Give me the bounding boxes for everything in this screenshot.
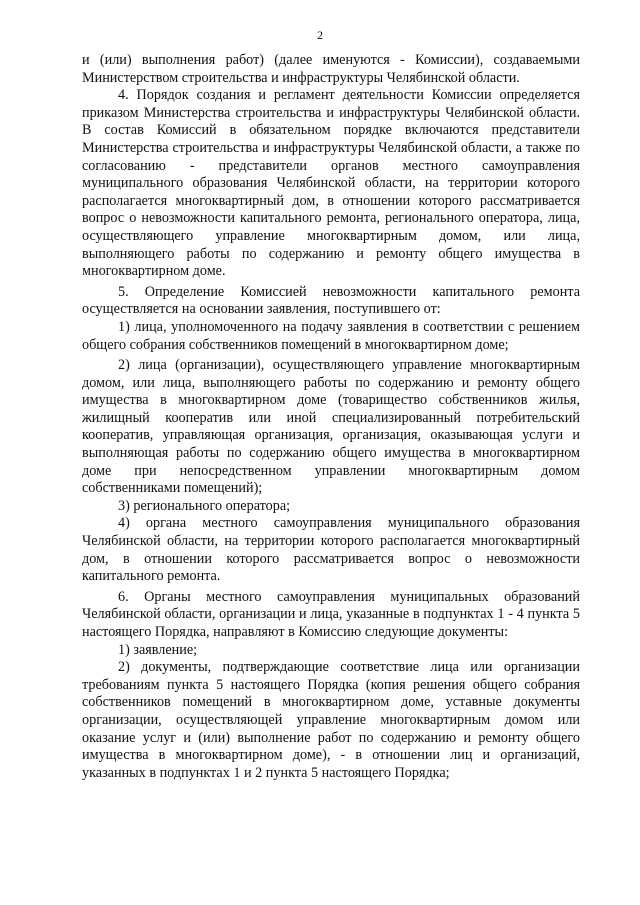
paragraph-continuation: и (или) выполнения работ) (далее именуются - Комиссии), создаваемыми Министерством строительства и инфраструктуры Челябинской области.: [82, 52, 580, 86]
subitem-5-1: 1) лица, уполномоченного на подачу заявления в соответствии с решением общего собрания собственников помещений в многоквартирном доме;: [82, 318, 580, 353]
subitem-6-1: 1) заявление;: [118, 641, 198, 658]
paragraph-item-6: 6. Органы местного самоуправления муниципальных образований Челябинской области, организации и лица, указанные в подпунктах 1 - 4 пункта 5 настоящего Порядка, направляют в Комиссию следующие документы:: [82, 588, 580, 640]
paragraph-item-4: 4. Порядок создания и регламент деятельности Комиссии определяется приказом Министерства строительства и инфраструктуры Челябинской области. В состав Комиссий в обязательном порядке включаются представители Министерства строительства и инфраструктуры Челябинской области, а также по согласованию - представители органов местного самоуправления муниципального образования Челябинской области, на территории которого располагается многоквартирный дом, в отношении которого рассматривается вопрос о невозможности капитального ремонта, регионального оператора, лица, осуществляющего управление многоквартирным домом, или лица, выполняющего работы по содержанию и ремонту общего имущества в многоквартирном доме.: [82, 87, 580, 280]
subitem-5-3: 3) регионального оператора;: [118, 497, 291, 514]
subitem-6-2: 2) документы, подтверждающие соответствие лица или организации требованиям пункта 5 настоящего Порядка (копия решения общего собрания собственников помещений в многоквартирном доме, уставные документы организации, осуществляющей управление многоквартирным домом или оказание услуг и (или) выполнение работ по содержанию и ремонту общего имущества в многоквартирном доме), - в отношении лиц и организаций, указанных в подпунктах 1 и 2 пункта 5 настоящего Порядка;: [82, 659, 580, 781]
document-body: [82, 52, 580, 782]
subitem-5-2: 2) лица (организации), осуществляющего управление многоквартирным домом, или лица, выполняющего работы по содержанию и ремонту общего имущества в многоквартирном доме (товарищество собственников жилья, жилищный кооператив или иной специализированный потребительский кооператив, управляющая организация, организация, оказывающая услуги и выполняющая работы по содержанию общего имущества в многоквартирном доме при непосредственном управлении многоквартирным домом собственниками помещений);: [82, 357, 580, 497]
subitem-5-4: 4) органа местного самоуправления муниципального образования Челябинской области, на территории которого располагается многоквартирный дом, в отношении которого рассматривается вопрос о невозможности капитального ремонта.: [82, 515, 580, 585]
paragraph-item-5: 5. Определение Комиссией невозможности капитального ремонта осуществляется на основании заявления, поступившего от:: [82, 283, 580, 318]
page-number: 2: [317, 28, 323, 42]
